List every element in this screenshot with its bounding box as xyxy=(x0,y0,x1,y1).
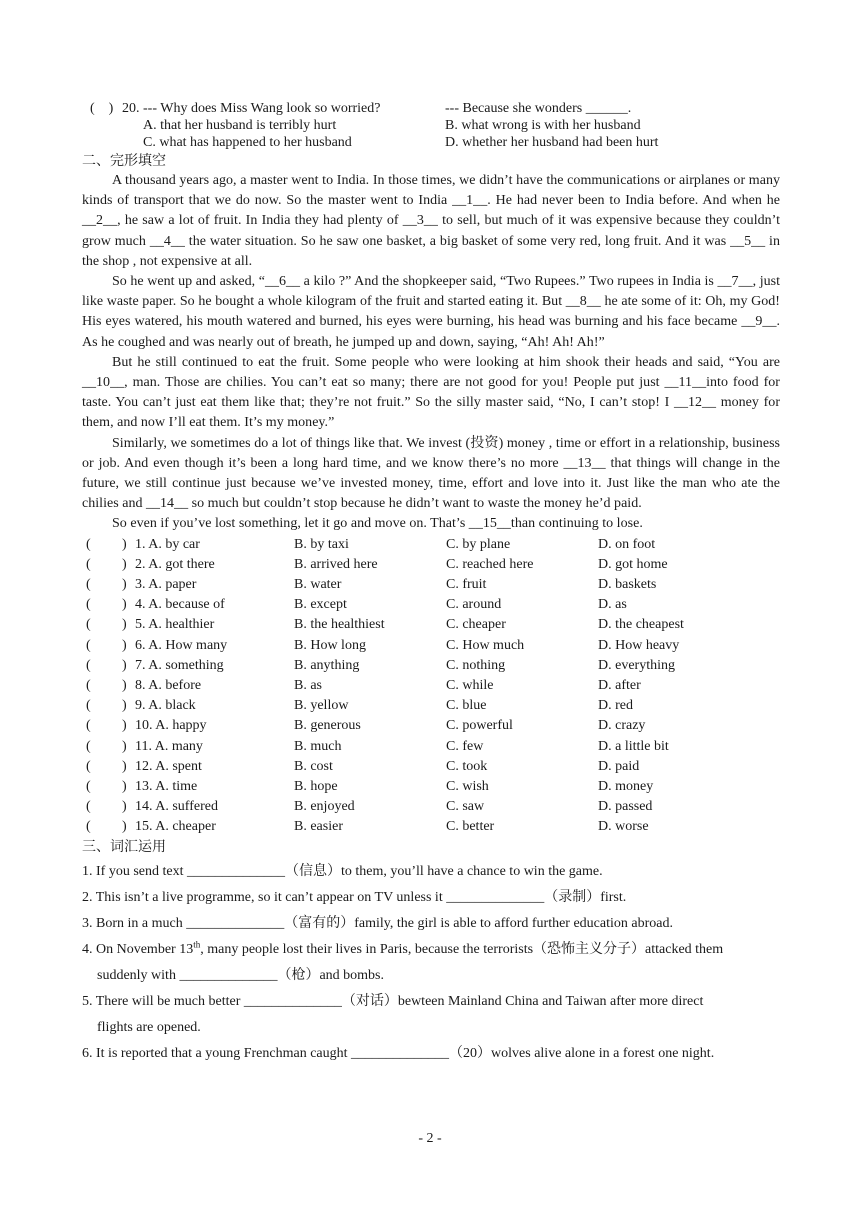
answer-blank-right-paren[interactable]: ) xyxy=(122,536,127,552)
answer-blank-left-paren[interactable]: ( xyxy=(86,758,91,774)
cloze-option-row xyxy=(82,817,780,837)
option-b: B. enjoyed xyxy=(294,799,355,815)
answer-blank-right-paren[interactable]: ) xyxy=(122,617,127,633)
option-b: B. by taxi xyxy=(294,536,349,552)
option-c: C. blue xyxy=(446,698,487,714)
page-number: - 2 - xyxy=(418,1131,442,1146)
option-b: B. the healthiest xyxy=(294,617,385,633)
option-a: 11. A. many xyxy=(135,738,203,754)
option-a: 10. A. happy xyxy=(135,718,207,734)
cloze-option-row xyxy=(82,737,780,757)
option-b: B. yellow xyxy=(294,698,349,714)
option-c: C. while xyxy=(446,677,494,693)
option-c: C. nothing xyxy=(446,657,506,673)
option-a: 5. A. healthier xyxy=(135,617,215,633)
answer-blank-left-paren[interactable]: ( xyxy=(86,677,91,693)
answer-blank[interactable]: ( ) xyxy=(90,101,114,116)
superscript-th: th xyxy=(193,939,201,950)
option-a: 2. A. got there xyxy=(135,556,215,572)
answer-blank-right-paren[interactable]: ) xyxy=(122,577,127,593)
option-b: B. anything xyxy=(294,657,360,673)
answer-blank-left-paren[interactable]: ( xyxy=(86,536,91,552)
vocab-question-6: 6. It is reported that a young Frenchman caught ______________（20）wolves alive alone in a forest one night. xyxy=(82,1046,715,1062)
answer-blank-right-paren[interactable]: ) xyxy=(122,597,127,613)
answer-blank-left-paren[interactable]: ( xyxy=(86,617,91,633)
question-20-reply: --- Because she wonders ______. xyxy=(445,101,632,116)
answer-blank-left-paren[interactable]: ( xyxy=(86,657,91,673)
option-d: D. baskets xyxy=(598,577,657,593)
option-c: C. better xyxy=(446,819,495,835)
cloze-option-row xyxy=(82,797,780,817)
cloze-paragraph: So he went up and asked, “__6__ a kilo ?” And the shopkeeper said, “Two Rupees.” Two rupees in India is __7__, just like waste paper. So he bought a whole kilogram of the fruit and started eating it. But __8__ he ate some of it: Oh, my God! His eyes watered, his mouth watered and burned, his eyes were burning, his head was burning and his face became __9__. As he coughed and was nearly out of breath, he jumped up and down, saying, “Ah! Ah! Ah!” xyxy=(82,274,780,350)
option-d: D. worse xyxy=(598,819,649,835)
answer-blank-left-paren[interactable]: ( xyxy=(86,577,91,593)
answer-blank-right-paren[interactable]: ) xyxy=(122,698,127,714)
answer-blank-left-paren[interactable]: ( xyxy=(86,819,91,835)
answer-blank-left-paren[interactable]: ( xyxy=(86,597,91,613)
option-d: D. got home xyxy=(598,556,668,572)
answer-blank-left-paren[interactable]: ( xyxy=(86,698,91,714)
question-20-options-cd xyxy=(82,134,780,151)
option-d: D. money xyxy=(598,778,654,794)
option-b: B. arrived here xyxy=(294,556,378,572)
option-c: C. what has happened to her husband xyxy=(143,135,352,150)
answer-blank-left-paren[interactable]: ( xyxy=(86,778,91,794)
question-20 xyxy=(82,100,780,151)
vocab-question-5: 5. There will be much better ______________（对话）bewteen Mainland China and Taiwan after more direct xyxy=(82,994,704,1010)
answer-blank-right-paren[interactable]: ) xyxy=(122,758,127,774)
option-c: C. reached here xyxy=(446,556,534,572)
vocab-question-4-text: 4. On November 13 xyxy=(82,942,194,958)
option-a: 13. A. time xyxy=(135,778,198,794)
option-d: D. a little bit xyxy=(598,738,669,754)
answer-blank-left-paren[interactable]: ( xyxy=(86,738,91,754)
cloze-option-row xyxy=(82,555,780,575)
option-d: D. How heavy xyxy=(598,637,680,653)
option-a: A. that her husband is terribly hurt xyxy=(143,118,337,133)
option-c: C. wish xyxy=(446,778,489,794)
worksheet-page xyxy=(82,100,780,1067)
cloze-options-list xyxy=(82,535,780,838)
answer-blank-right-paren[interactable]: ) xyxy=(122,657,127,673)
vocab-question-4 xyxy=(82,937,780,963)
vocabulary-questions xyxy=(82,859,780,1067)
vocab-question-4-continuation: suddenly with ______________（枪）and bombs. xyxy=(97,968,384,984)
option-c: C. took xyxy=(446,758,488,774)
option-a: 8. A. before xyxy=(135,677,202,693)
option-c: C. saw xyxy=(446,799,485,815)
cloze-option-row xyxy=(82,716,780,736)
section-heading-cloze: 二、完形填空 xyxy=(82,153,166,169)
answer-blank-right-paren[interactable]: ) xyxy=(122,637,127,653)
option-a: 9. A. black xyxy=(135,698,196,714)
cloze-option-row xyxy=(82,595,780,615)
answer-blank-right-paren[interactable]: ) xyxy=(122,677,127,693)
option-b: B. cost xyxy=(294,758,333,774)
answer-blank-right-paren[interactable]: ) xyxy=(122,819,127,835)
answer-blank-right-paren[interactable]: ) xyxy=(122,778,127,794)
option-b: B. much xyxy=(294,738,342,754)
option-c: C. How much xyxy=(446,637,525,653)
option-b: B. what wrong is with her husband xyxy=(445,118,641,133)
cloze-paragraph: Similarly, we sometimes do a lot of things like that. We invest (投资) money , time or effort in a relationship, business or job. And even though it’s been a long hard time, and we know there’s no more __13__ that things will change in the future, we still continue just because we’ve invested money, time, effort and love into it. Just like the man who ate the chilies and __14__ so much but couldn’t stop because he didn’t want to waste the money he’d paid. xyxy=(82,435,780,512)
option-c: C. cheaper xyxy=(446,617,506,633)
cloze-option-row xyxy=(82,535,780,555)
option-c: C. fruit xyxy=(446,577,487,593)
vocab-question-4-text-cont: , many people lost their lives in Paris, because the terrorists（恐怖主义分子）attacked them xyxy=(200,942,724,958)
option-a: 4. A. because of xyxy=(135,597,225,613)
option-b: B. except xyxy=(294,597,347,613)
answer-blank-right-paren[interactable]: ) xyxy=(122,556,127,572)
option-b: B. hope xyxy=(294,778,338,794)
option-b: B. How long xyxy=(294,637,366,653)
option-d: D. everything xyxy=(598,657,675,673)
vocab-question-5-continuation: flights are opened. xyxy=(97,1020,201,1036)
question-20-stem: 20. --- Why does Miss Wang look so worried? xyxy=(122,101,381,116)
cloze-paragraph: But he still continued to eat the fruit. Some people who were looking at him shook their heads and said, “You are __10__, man. Those are chilies. You can’t eat so many; there are not good for you! People put just __11__into food for taste. You can’t just eat them like that; they’re not fruit.” So the silly master said, “No, I can’t stop! I __12__ money for them, and now I’ll eat them. It’s my money.” xyxy=(82,354,780,431)
option-b: B. generous xyxy=(294,718,361,734)
option-d: D. on foot xyxy=(598,536,656,552)
answer-blank-left-paren[interactable]: ( xyxy=(86,637,91,653)
cloze-option-row xyxy=(82,757,780,777)
cloze-option-row xyxy=(82,615,780,635)
option-d: D. passed xyxy=(598,799,653,815)
option-d: D. paid xyxy=(598,758,640,774)
option-a: 14. A. suffered xyxy=(135,799,218,815)
option-a: 6. A. How many xyxy=(135,637,228,653)
option-c: C. few xyxy=(446,738,484,754)
cloze-passage xyxy=(82,171,780,535)
vocab-question-1: 1. If you send text ______________（信息）to them, you’ll have a chance to win the game. xyxy=(82,864,603,880)
option-a: 1. A. by car xyxy=(135,536,200,552)
cloze-option-row xyxy=(82,777,780,797)
answer-blank-right-paren[interactable]: ) xyxy=(122,718,127,734)
option-a: 3. A. paper xyxy=(135,577,197,593)
option-d: D. the cheapest xyxy=(598,617,684,633)
cloze-option-row xyxy=(82,696,780,716)
option-c: C. powerful xyxy=(446,718,513,734)
option-d: D. crazy xyxy=(598,718,646,734)
cloze-paragraph: A thousand years ago, a master went to India. In those times, we didn’t have the communications or airplanes or many kinds of transport that we do now. So the master went to India __1__. He had never been to India before. And when he __2__, he saw a lot of fruit. In India they had plenty of __3__ to sell, but much of it was expensive because they couldn’t grow much __4__ the water situation. So he saw one basket, a big basket of some very red, long fruit. And it was __5__ in the shop , not expensive at all. xyxy=(82,173,780,269)
vocab-question-2: 2. This isn’t a live programme, so it can’t appear on TV unless it ______________（录制）first. xyxy=(82,890,627,906)
option-d: D. red xyxy=(598,698,633,714)
cloze-option-row xyxy=(82,636,780,656)
answer-blank-left-paren[interactable]: ( xyxy=(86,556,91,572)
option-a: 15. A. cheaper xyxy=(135,819,216,835)
option-b: B. as xyxy=(294,677,322,693)
option-d: D. whether her husband had been hurt xyxy=(445,135,659,150)
option-c: C. around xyxy=(446,597,502,613)
question-20-options-ab xyxy=(82,117,780,134)
answer-blank-left-paren[interactable]: ( xyxy=(86,718,91,734)
answer-blank-left-paren[interactable]: ( xyxy=(86,799,91,815)
option-a: 7. A. something xyxy=(135,657,224,673)
cloze-paragraph: So even if you’ve lost something, let it go and move on. That’s __15__than continuing to lose. xyxy=(112,516,643,532)
option-a: 12. A. spent xyxy=(135,758,202,774)
option-d: D. as xyxy=(598,597,627,613)
option-c: C. by plane xyxy=(446,536,511,552)
cloze-option-row xyxy=(82,676,780,696)
answer-blank-right-paren[interactable]: ) xyxy=(122,738,127,754)
question-20-stem-row xyxy=(82,100,780,117)
cloze-option-row xyxy=(82,575,780,595)
section-heading-vocabulary: 三、词汇运用 xyxy=(82,839,166,856)
vocab-question-3: 3. Born in a much ______________（富有的）family, the girl is able to afford further education abroad. xyxy=(82,916,673,932)
option-d: D. after xyxy=(598,677,641,693)
answer-blank-right-paren[interactable]: ) xyxy=(122,799,127,815)
option-b: B. water xyxy=(294,577,342,593)
option-b: B. easier xyxy=(294,819,343,835)
cloze-option-row xyxy=(82,656,780,676)
